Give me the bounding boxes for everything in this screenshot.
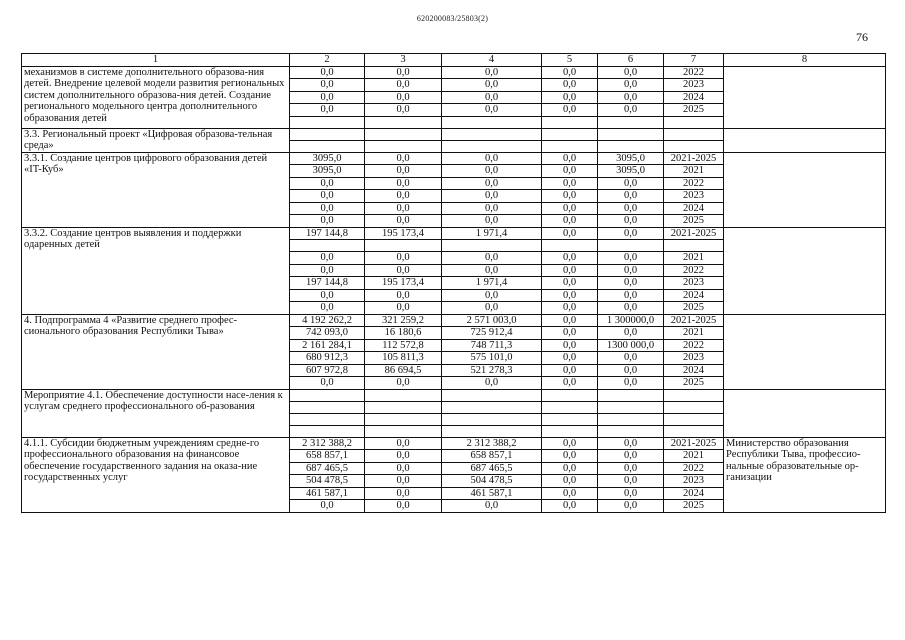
amount-cell: 0,0 <box>290 215 365 228</box>
amount-cell <box>365 413 442 425</box>
year-cell: 2023 <box>664 190 724 203</box>
year-cell: 2025 <box>664 500 724 513</box>
amount-cell: 0,0 <box>365 500 442 513</box>
amount-cell: 461 587,1 <box>290 487 365 500</box>
table-row <box>22 66 886 79</box>
amount-cell <box>290 389 365 401</box>
amount-cell <box>365 401 442 413</box>
amount-cell <box>598 128 664 140</box>
table-body <box>22 66 886 512</box>
amount-cell <box>442 140 542 152</box>
amount-cell: 0,0 <box>542 487 598 500</box>
row-description: 4. Подпрограмма 4 «Развитие среднего профес-сионального образования Республики Тыва» <box>22 314 290 389</box>
year-cell: 2022 <box>664 66 724 79</box>
year-cell: 2021 <box>664 450 724 463</box>
amount-cell: 0,0 <box>542 475 598 488</box>
amount-cell <box>442 401 542 413</box>
amount-cell: 0,0 <box>365 462 442 475</box>
amount-cell <box>598 116 664 128</box>
amount-cell: 0,0 <box>598 79 664 92</box>
amount-cell: 0,0 <box>442 500 542 513</box>
amount-cell: 0,0 <box>365 152 442 165</box>
year-cell: 2021-2025 <box>664 437 724 450</box>
amount-cell <box>598 425 664 437</box>
amount-cell: 0,0 <box>290 264 365 277</box>
amount-cell: 0,0 <box>542 104 598 117</box>
amount-cell: 0,0 <box>598 277 664 290</box>
amount-cell: 0,0 <box>365 91 442 104</box>
column-header: 6 <box>598 54 664 67</box>
amount-cell: 0,0 <box>598 475 664 488</box>
year-cell: 2024 <box>664 364 724 377</box>
amount-cell: 86 694,5 <box>365 364 442 377</box>
year-cell: 2024 <box>664 289 724 302</box>
amount-cell: 725 912,4 <box>442 327 542 340</box>
year-cell: 2024 <box>664 202 724 215</box>
year-cell <box>664 116 724 128</box>
amount-cell: 197 144,8 <box>290 227 365 240</box>
amount-cell: 0,0 <box>365 215 442 228</box>
table-row <box>22 152 886 165</box>
row-description: 3.3.1. Создание центров цифрового образования детей «IT-Куб» <box>22 152 290 227</box>
table-row <box>22 227 886 240</box>
amount-cell: 0,0 <box>542 177 598 190</box>
amount-cell: 0,0 <box>542 202 598 215</box>
amount-cell: 0,0 <box>365 302 442 315</box>
amount-cell <box>365 140 442 152</box>
amount-cell <box>542 128 598 140</box>
amount-cell <box>542 140 598 152</box>
amount-cell <box>442 116 542 128</box>
year-cell: 2021 <box>664 327 724 340</box>
amount-cell: 742 093,0 <box>290 327 365 340</box>
amount-cell: 0,0 <box>542 352 598 365</box>
row-description: 3.3.2. Создание центров выявления и поддержки одаренных детей <box>22 227 290 314</box>
amount-cell: 0,0 <box>442 215 542 228</box>
amount-cell <box>290 128 365 140</box>
amount-cell: 0,0 <box>290 202 365 215</box>
column-header: 2 <box>290 54 365 67</box>
amount-cell: 0,0 <box>365 252 442 265</box>
amount-cell: 0,0 <box>542 165 598 178</box>
responsible-executor <box>724 128 886 152</box>
column-header: 1 <box>22 54 290 67</box>
amount-cell <box>290 425 365 437</box>
amount-cell: 658 857,1 <box>442 450 542 463</box>
year-cell: 2021-2025 <box>664 314 724 327</box>
amount-cell: 0,0 <box>442 202 542 215</box>
row-description: 4.1.1. Субсидии бюджетным учреждениям средне-го профессионального образования на финансовое обеспечение государственного задания на оказа-ние государственных услуг <box>22 437 290 512</box>
amount-cell <box>542 413 598 425</box>
amount-cell: 521 278,3 <box>442 364 542 377</box>
responsible-executor <box>724 314 886 389</box>
amount-cell: 0,0 <box>542 215 598 228</box>
amount-cell: 2 312 388,2 <box>290 437 365 450</box>
amount-cell: 0,0 <box>442 104 542 117</box>
amount-cell: 3095,0 <box>290 152 365 165</box>
amount-cell: 0,0 <box>598 177 664 190</box>
amount-cell: 687 465,5 <box>290 462 365 475</box>
amount-cell: 0,0 <box>290 377 365 390</box>
amount-cell: 0,0 <box>542 327 598 340</box>
column-header: 7 <box>664 54 724 67</box>
amount-cell: 195 173,4 <box>365 227 442 240</box>
amount-cell: 0,0 <box>365 475 442 488</box>
amount-cell: 4 192 262,2 <box>290 314 365 327</box>
amount-cell: 0,0 <box>598 215 664 228</box>
amount-cell <box>290 413 365 425</box>
amount-cell: 0,0 <box>598 352 664 365</box>
year-cell: 2023 <box>664 475 724 488</box>
amount-cell: 112 572,8 <box>365 339 442 352</box>
table-row <box>22 437 886 450</box>
column-header: 4 <box>442 54 542 67</box>
year-cell: 2023 <box>664 352 724 365</box>
amount-cell <box>290 240 365 252</box>
year-cell: 2021-2025 <box>664 227 724 240</box>
year-cell <box>664 240 724 252</box>
amount-cell: 0,0 <box>598 66 664 79</box>
amount-cell: 0,0 <box>598 450 664 463</box>
amount-cell: 0,0 <box>598 302 664 315</box>
amount-cell <box>290 116 365 128</box>
amount-cell <box>290 401 365 413</box>
amount-cell: 0,0 <box>598 487 664 500</box>
amount-cell: 0,0 <box>542 264 598 277</box>
year-cell: 2022 <box>664 177 724 190</box>
amount-cell: 0,0 <box>442 252 542 265</box>
amount-cell: 0,0 <box>290 252 365 265</box>
year-cell: 2025 <box>664 302 724 315</box>
amount-cell: 0,0 <box>598 104 664 117</box>
header-row <box>22 54 886 67</box>
amount-cell: 0,0 <box>542 437 598 450</box>
row-description: Мероприятие 4.1. Обеспечение доступности насе-ления к услугам среднего профессионального об-разования <box>22 389 290 437</box>
year-cell <box>664 413 724 425</box>
amount-cell: 0,0 <box>365 79 442 92</box>
amount-cell <box>542 425 598 437</box>
amount-cell: 504 478,5 <box>290 475 365 488</box>
row-description: 3.3. Региональный проект «Цифровая образова-тельная среда» <box>22 128 290 152</box>
amount-cell: 0,0 <box>365 289 442 302</box>
amount-cell: 0,0 <box>542 190 598 203</box>
amount-cell: 0,0 <box>442 91 542 104</box>
amount-cell <box>442 128 542 140</box>
amount-cell: 0,0 <box>290 91 365 104</box>
table-row <box>22 314 886 327</box>
amount-cell: 0,0 <box>598 462 664 475</box>
amount-cell <box>542 401 598 413</box>
amount-cell: 195 173,4 <box>365 277 442 290</box>
amount-cell <box>598 389 664 401</box>
column-header: 3 <box>365 54 442 67</box>
amount-cell: 0,0 <box>290 500 365 513</box>
amount-cell <box>442 240 542 252</box>
amount-cell: 0,0 <box>598 364 664 377</box>
amount-cell: 0,0 <box>290 190 365 203</box>
amount-cell: 0,0 <box>542 227 598 240</box>
responsible-executor <box>724 66 886 128</box>
amount-cell: 0,0 <box>365 437 442 450</box>
amount-cell <box>365 240 442 252</box>
amount-cell <box>598 140 664 152</box>
year-cell: 2023 <box>664 79 724 92</box>
amount-cell: 0,0 <box>365 104 442 117</box>
amount-cell <box>442 413 542 425</box>
amount-cell: 0,0 <box>442 66 542 79</box>
amount-cell <box>598 401 664 413</box>
year-cell <box>664 425 724 437</box>
amount-cell: 197 144,8 <box>290 277 365 290</box>
amount-cell: 0,0 <box>442 289 542 302</box>
amount-cell <box>598 413 664 425</box>
amount-cell <box>365 425 442 437</box>
amount-cell: 0,0 <box>290 79 365 92</box>
amount-cell: 0,0 <box>442 152 542 165</box>
amount-cell: 0,0 <box>598 202 664 215</box>
page-number: 76 <box>856 30 868 44</box>
amount-cell: 0,0 <box>542 152 598 165</box>
amount-cell: 0,0 <box>542 364 598 377</box>
amount-cell <box>542 116 598 128</box>
amount-cell: 0,0 <box>365 177 442 190</box>
amount-cell: 0,0 <box>542 377 598 390</box>
amount-cell: 0,0 <box>542 302 598 315</box>
amount-cell: 3095,0 <box>290 165 365 178</box>
amount-cell: 2 161 284,1 <box>290 339 365 352</box>
row-description: механизмов в системе дополнительного образова-ния детей. Внедрение целевой модели развития региональных систем дополнительного образова-ния детей. Создание регионального модельного центра дополнительного образования детей <box>22 66 290 128</box>
amount-cell: 0,0 <box>365 66 442 79</box>
amount-cell <box>365 116 442 128</box>
year-cell <box>664 389 724 401</box>
amount-cell: 0,0 <box>598 264 664 277</box>
amount-cell: 658 857,1 <box>290 450 365 463</box>
year-cell: 2024 <box>664 91 724 104</box>
amount-cell: 0,0 <box>598 91 664 104</box>
amount-cell: 0,0 <box>290 104 365 117</box>
year-cell: 2022 <box>664 339 724 352</box>
amount-cell: 0,0 <box>442 190 542 203</box>
amount-cell: 1 971,4 <box>442 277 542 290</box>
year-cell: 2021 <box>664 252 724 265</box>
amount-cell: 0,0 <box>598 190 664 203</box>
amount-cell <box>290 140 365 152</box>
amount-cell <box>598 240 664 252</box>
amount-cell: 3095,0 <box>598 152 664 165</box>
year-cell: 2021 <box>664 165 724 178</box>
amount-cell: 321 259,2 <box>365 314 442 327</box>
amount-cell: 0,0 <box>598 252 664 265</box>
amount-cell: 461 587,1 <box>442 487 542 500</box>
amount-cell: 0,0 <box>442 377 542 390</box>
amount-cell: 575 101,0 <box>442 352 542 365</box>
amount-cell: 0,0 <box>598 289 664 302</box>
amount-cell: 0,0 <box>542 339 598 352</box>
year-cell <box>664 140 724 152</box>
amount-cell: 0,0 <box>442 302 542 315</box>
amount-cell: 0,0 <box>290 66 365 79</box>
amount-cell <box>542 240 598 252</box>
amount-cell <box>365 128 442 140</box>
amount-cell: 680 912,3 <box>290 352 365 365</box>
document-code: 620200083/25803(2) <box>416 14 489 23</box>
amount-cell <box>365 389 442 401</box>
amount-cell: 0,0 <box>598 500 664 513</box>
amount-cell: 0,0 <box>365 377 442 390</box>
amount-cell: 607 972,8 <box>290 364 365 377</box>
responsible-executor <box>724 389 886 437</box>
amount-cell: 0,0 <box>365 190 442 203</box>
amount-cell: 504 478,5 <box>442 475 542 488</box>
amount-cell: 1 300000,0 <box>598 314 664 327</box>
amount-cell: 0,0 <box>365 202 442 215</box>
amount-cell <box>542 389 598 401</box>
year-cell: 2024 <box>664 487 724 500</box>
year-cell: 2025 <box>664 377 724 390</box>
amount-cell: 0,0 <box>290 177 365 190</box>
amount-cell: 687 465,5 <box>442 462 542 475</box>
responsible-executor <box>724 227 886 314</box>
amount-cell: 0,0 <box>542 462 598 475</box>
year-cell: 2021-2025 <box>664 152 724 165</box>
amount-cell: 0,0 <box>542 252 598 265</box>
amount-cell: 3095,0 <box>598 165 664 178</box>
year-cell <box>664 401 724 413</box>
amount-cell: 0,0 <box>542 450 598 463</box>
amount-cell: 0,0 <box>442 165 542 178</box>
amount-cell <box>442 425 542 437</box>
amount-cell: 0,0 <box>542 314 598 327</box>
amount-cell: 0,0 <box>290 302 365 315</box>
amount-cell: 748 711,3 <box>442 339 542 352</box>
amount-cell: 2 312 388,2 <box>442 437 542 450</box>
year-cell <box>664 128 724 140</box>
amount-cell: 0,0 <box>598 327 664 340</box>
responsible-executor: Министерство образования Республики Тыва, профессио-нальные образовательные ор-ганизации <box>724 437 886 512</box>
year-cell: 2023 <box>664 277 724 290</box>
amount-cell: 0,0 <box>365 264 442 277</box>
column-header: 8 <box>724 54 886 67</box>
amount-cell: 0,0 <box>365 487 442 500</box>
amount-cell: 16 180,6 <box>365 327 442 340</box>
amount-cell: 0,0 <box>598 377 664 390</box>
amount-cell: 0,0 <box>542 277 598 290</box>
amount-cell: 0,0 <box>442 177 542 190</box>
amount-cell: 0,0 <box>365 450 442 463</box>
year-cell: 2022 <box>664 264 724 277</box>
amount-cell: 0,0 <box>542 79 598 92</box>
amount-cell: 0,0 <box>442 79 542 92</box>
amount-cell: 0,0 <box>598 437 664 450</box>
amount-cell: 0,0 <box>442 264 542 277</box>
amount-cell <box>442 389 542 401</box>
amount-cell: 1300 000,0 <box>598 339 664 352</box>
amount-cell: 0,0 <box>365 165 442 178</box>
year-cell: 2022 <box>664 462 724 475</box>
year-cell: 2025 <box>664 104 724 117</box>
table-row <box>22 128 886 140</box>
year-cell: 2025 <box>664 215 724 228</box>
column-header: 5 <box>542 54 598 67</box>
table-row <box>22 389 886 401</box>
amount-cell: 0,0 <box>290 289 365 302</box>
amount-cell: 2 571 003,0 <box>442 314 542 327</box>
amount-cell: 105 811,3 <box>365 352 442 365</box>
amount-cell: 0,0 <box>542 66 598 79</box>
responsible-executor <box>724 152 886 227</box>
budget-table <box>21 53 886 513</box>
amount-cell: 0,0 <box>542 91 598 104</box>
amount-cell: 0,0 <box>598 227 664 240</box>
amount-cell: 1 971,4 <box>442 227 542 240</box>
amount-cell: 0,0 <box>542 289 598 302</box>
amount-cell: 0,0 <box>542 500 598 513</box>
